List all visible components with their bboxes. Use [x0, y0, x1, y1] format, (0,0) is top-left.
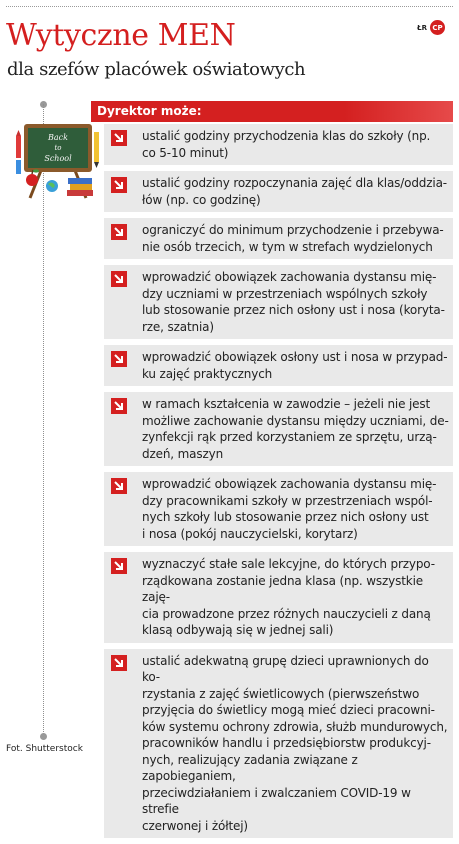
back-to-school-illustration	[12, 118, 104, 200]
svg-text:to: to	[54, 144, 62, 152]
page-title: Wytyczne MEN	[6, 18, 236, 53]
author-credit	[417, 20, 445, 35]
list-item	[104, 552, 453, 643]
list-item	[104, 649, 453, 839]
list-item	[104, 218, 453, 259]
chalkboard-icon	[12, 118, 104, 200]
arrow-down-right-icon	[111, 655, 127, 671]
list-header: Dyrektor może:	[97, 104, 202, 118]
arrow-down-right-icon	[111, 478, 127, 494]
arrow-down-right-icon	[111, 271, 127, 287]
arrow-down-right-icon	[111, 177, 127, 193]
guidelines-list	[104, 124, 453, 844]
list-item	[104, 345, 453, 386]
list-item-text: w ramach kształcenia w zawodzie – jeżeli nie jest możliwe zachowanie dystansu między uczniami, de- zynfekcji rąk przed korzystaniem ze sprzętu, urzą- dzeń, maszyn	[142, 397, 449, 461]
list-item-text: wyznaczyć stałe sale lekcyjne, do których przypo- rządkowana zostanie jedna klasa (np. wszystkie zaję- cia prowadzone przez różnych nauczycieli z daną klasą odbywają się w jednej sali)	[142, 557, 435, 637]
cp-logo-icon: CP	[430, 20, 445, 35]
list-item	[104, 171, 453, 212]
arrow-down-right-icon	[111, 351, 127, 367]
timeline-dot-bottom	[40, 733, 47, 740]
top-rule	[6, 6, 453, 7]
list-item-text: ustalić godziny przychodzenia klas do szkoły (np. co 5-10 minut)	[142, 129, 431, 160]
list-item-text: wprowadzić obowiązek zachowania dystansu mię- dzy uczniami w przestrzeniach wspólnych szkoły lub stosowanie przez nich osłony ust i nosa (koryta- rze, szatnia)	[142, 270, 445, 334]
page-subtitle: dla szefów placówek oświatowych	[7, 59, 306, 80]
arrow-down-right-icon	[111, 130, 127, 146]
header-bar	[91, 101, 453, 122]
list-item	[104, 472, 453, 546]
list-item-text: wprowadzić obowiązek osłony ust i nosa w przypad- ku zajęć praktycznych	[142, 350, 448, 381]
list-item	[104, 265, 453, 339]
photo-credit: Fot. Shutterstock	[6, 744, 83, 754]
list-item-text: ustalić adekwatną grupę dzieci uprawnionych do ko- rzystania z zajęć świetlicowych (pierwszeństwo przyjęcia do świetlicy mogą mieć dzieci pracowni- ków systemu ochrony zdrowia, służb mundurowych, pracowników handlu i przedsiębiorstw produkcyj- nych, realizujący zadania związane z zapobieganiem, przeciwdziałaniem i zwalczaniem COVID-19 w strefie czerwonej i żółtej)	[142, 653, 448, 833]
list-item-text: ograniczyć do minimum przychodzenie i przebywa- nie osób trzecich, w tym w strefach wydzielonych	[142, 223, 444, 254]
list-item-text: ustalić godziny rozpoczynania zajęć dla klas/oddzia- łów (np. co godzinę)	[142, 176, 447, 207]
svg-text:School: School	[44, 154, 72, 163]
author-initials: ŁR	[417, 23, 427, 32]
list-item-text: wprowadzić obowiązek zachowania dystansu mię- dzy pracownikami szkoły w przestrzeniach wspól- nych szkoły lub stosowanie przez nich osłony ust i nosa (pokój nauczycielski, korytarz)	[142, 477, 437, 541]
arrow-down-right-icon	[111, 224, 127, 240]
arrow-down-right-icon	[111, 558, 127, 574]
list-item	[104, 392, 453, 466]
list-item	[104, 124, 453, 165]
arrow-down-right-icon	[111, 398, 127, 414]
svg-text:Back: Back	[48, 133, 68, 142]
